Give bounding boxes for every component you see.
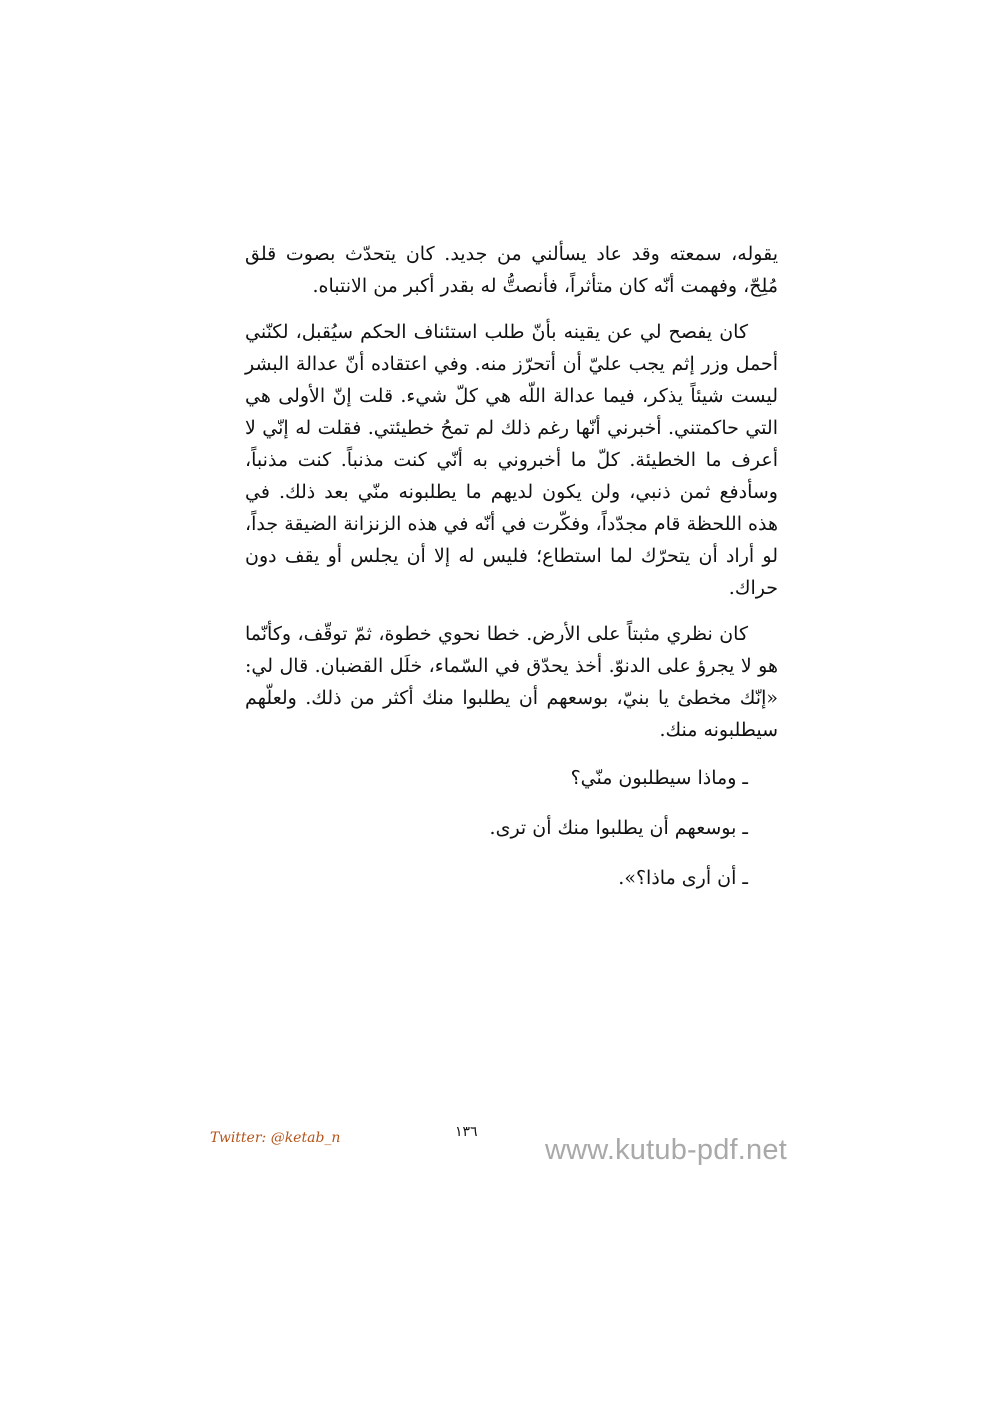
watermark-url: www.kutub-pdf.net (545, 1134, 787, 1166)
twitter-handle: Twitter: @ketab_n (210, 1130, 341, 1146)
dialogue-line-1: ـ وماذا سيطلبون منّي؟ (570, 767, 748, 789)
paragraph-3: كان نظري مثبتاً على الأرض. خطا نحوي خطوة، ثمّ توقّف، وكأنّما هو لا يجرؤ على الدنوّ. أخذ يحدّق في السّماء، خلَل القضبان. قال لي: «إنّك مخطئ يا بنيّ، بوسعهم أن يطلبوا منك أكثر من ذلك. ولعلّهم سيطلبونه منك. (245, 623, 778, 741)
dialogue-line-3: ـ أن أرى ماذا؟». (618, 867, 748, 889)
body-text (245, 238, 778, 910)
dialogue-line-2: ـ بوسعهم أن يطلبوا منك أن ترى. (489, 817, 748, 839)
paragraph-2: كان يفصح لي عن يقينه بأنّ طلب استئناف الحكم سيُقبل، لكنّني أحمل وزر إثم يجب عليّ أن أتحرّز منه. وفي اعتقاده أنّ عدالة البشر ليست شيئاً يذكر، فيما عدالة اللّه هي كلّ شيء. قلت إنّ الأولى هي التي حاكمتني. أخبرني أنّها رغم ذلك لم تمحُ خطيئتي. فقلت له إنّي لا أعرف ما الخطيئة. كلّ ما أخبروني به أنّي كنت مذنباً. كنت مذنباً، وسأدفع ثمن ذنبي، ولن يكون لديهم ما يطلبونه منّي بعد ذلك. في هذه اللحظة قام مجدّداً، وفكّرت في أنّه في هذه الزنزانة الضيقة جداً، لو أراد أن يتحرّك لما استطاع؛ فليس له إلا أن يجلس أو يقف دون حراك. (245, 321, 778, 599)
page-number: ١٣٦ (455, 1124, 478, 1140)
paragraph-1: يقوله، سمعته وقد عاد يسألني من جديد. كان يتحدّث بصوت قلق مُلِحّ، وفهمت أنّه كان متأثراً، فأنصتُّ له بقدر أكبر من الانتباه. (245, 243, 778, 297)
